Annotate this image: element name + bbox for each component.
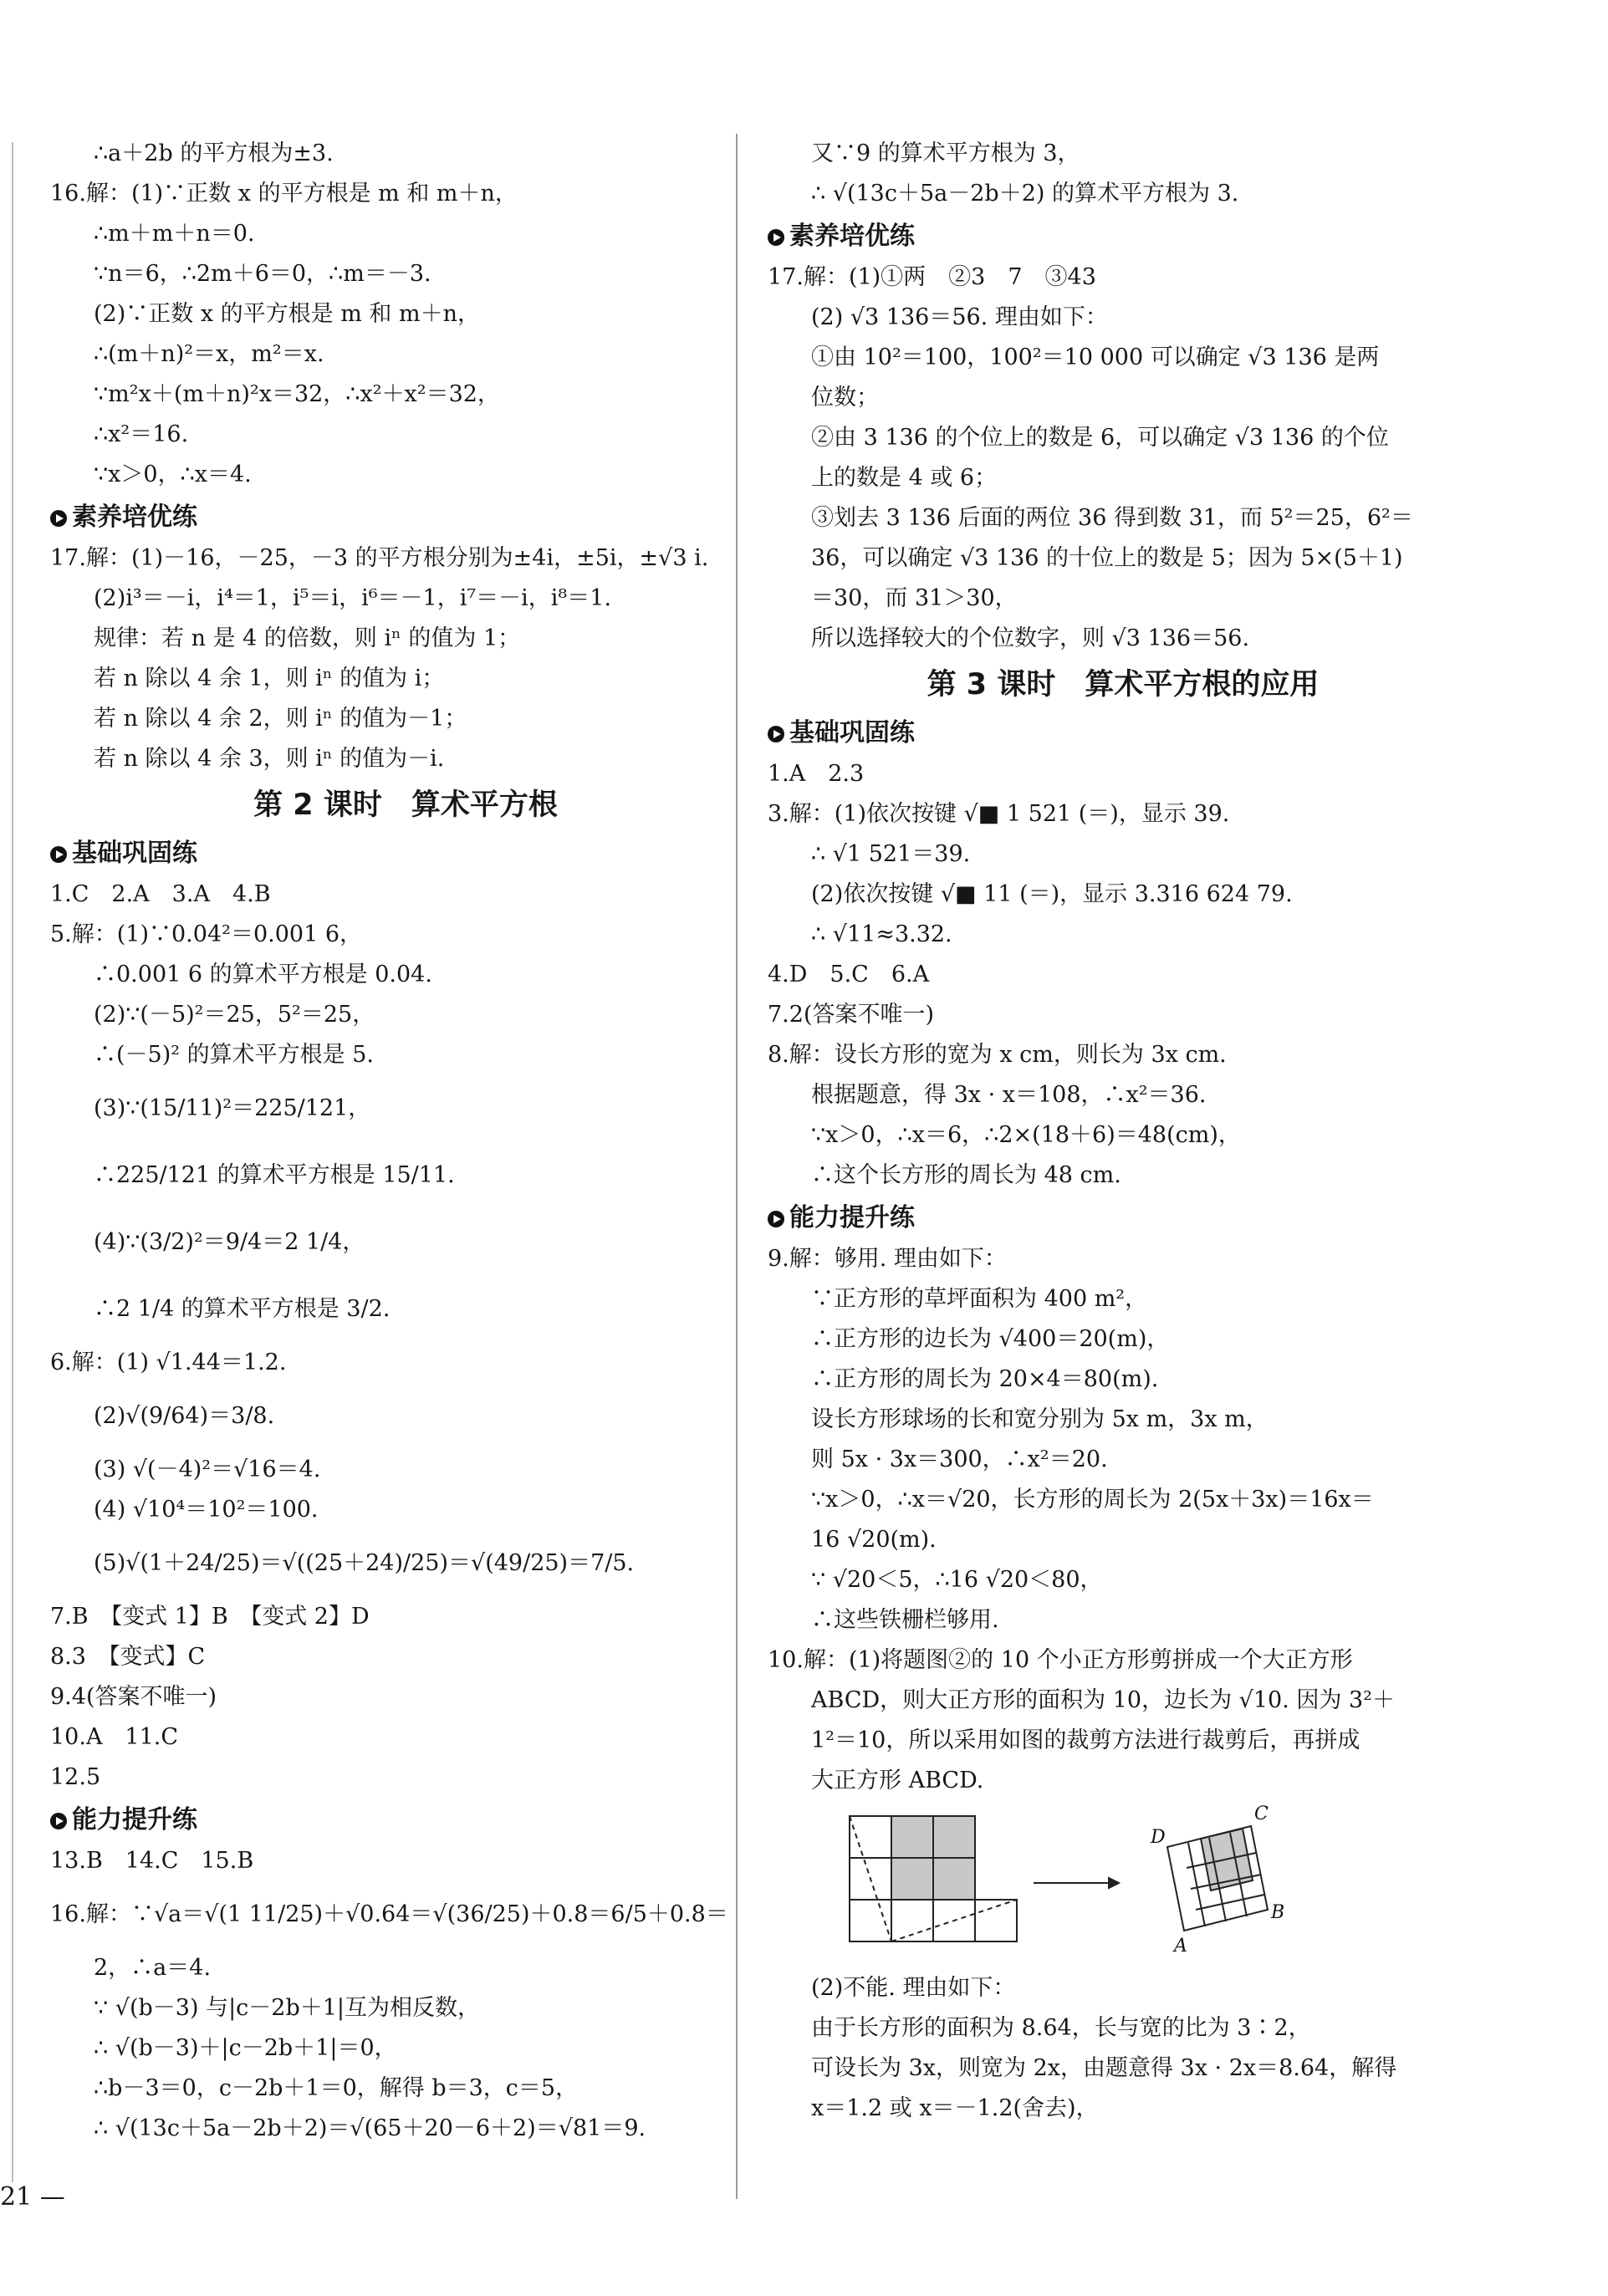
answer-line: (4)∵(3/2)²＝9/4＝2 1/4， xyxy=(94,1229,365,1255)
vertex-label-d: D xyxy=(1151,1827,1166,1848)
answer-line: ∵m²x＋(m＋n)²x＝32，∴x²＋x²＝32， xyxy=(94,381,500,407)
section-heading-text: 基础巩固练 xyxy=(789,718,915,747)
answer-line: ∵ √20＜5，∴16 √20＜80， xyxy=(811,1567,1103,1593)
section-heading xyxy=(768,216,1478,258)
answer-line: ABCD，则大正方形的面积为 10，边长为 √10. 因为 3²＋ xyxy=(811,1687,1395,1713)
vertex-label-b: B xyxy=(1271,1902,1285,1923)
answer-line: (2)√(9/64)＝3/8. xyxy=(94,1403,275,1429)
play-marker-icon xyxy=(768,1211,784,1227)
page-number: 21 — xyxy=(0,2182,65,2212)
answer-line: (2)∵(－5)²＝25，5²＝25， xyxy=(94,1002,375,1028)
answer-line: 1.C 2.A 3.A 4.B xyxy=(50,881,271,907)
answer-line: 8.3 【变式】C xyxy=(50,1644,206,1670)
answer-line: ∴225/121 的算术平方根是 15/11. xyxy=(94,1162,455,1188)
answer-line: 17.解：(1)－16，－25，－3 的平方根分别为±4i，±5i，±√3 i. xyxy=(50,545,709,571)
vertex-label-a: A xyxy=(1174,1936,1187,1957)
answer-line: 16 √20(m). xyxy=(811,1527,937,1553)
answer-line: 位数； xyxy=(811,385,879,411)
answer-line: ∵x＞0，∴x＝√20，长方形的周长为 2(5x＋3x)＝16x＝ xyxy=(811,1487,1374,1513)
answer-line: (2)不能. 理由如下： xyxy=(811,1975,1016,2001)
answer-line: ∵x＞0，∴x＝4. xyxy=(94,462,252,487)
answer-line: 又∵9 的算术平方根为 3， xyxy=(811,140,1080,166)
column-divider xyxy=(736,134,738,2199)
answer-line: ∴这个长方形的周长为 48 cm. xyxy=(811,1162,1121,1188)
lesson-title: 第 2 课时 算术平方根 xyxy=(253,788,558,822)
answer-line: ∴ √1 521＝39. xyxy=(811,841,971,867)
vertex-label-c: C xyxy=(1254,1804,1269,1824)
answer-line: 可设长为 3x，则宽为 2x，由题意得 3x · 2x＝8.64，解得 xyxy=(811,2055,1397,2081)
answer-line: 1²＝10，所以采用如图的裁剪方法进行裁剪后，再拼成 xyxy=(811,1727,1360,1753)
answer-line: ∴m＋m＋n＝0. xyxy=(94,221,255,247)
answer-line: 若 n 除以 4 余 2，则 iⁿ 的值为－1； xyxy=(94,706,467,732)
answer-line: 7.2(答案不唯一) xyxy=(768,1002,935,1028)
answer-line: 所以选择较大的个位数字，则 √3 136＝56. xyxy=(811,625,1250,651)
answer-line: x＝1.2 或 x＝－1.2(舍去)， xyxy=(811,2095,1099,2121)
play-marker-icon xyxy=(768,726,784,742)
section-heading-text: 素养培优练 xyxy=(789,222,915,251)
section-heading xyxy=(50,833,761,875)
answer-line: 4.D 5.C 6.A xyxy=(768,962,930,987)
answer-line: 3.解：(1)依次按键 √■ 1 521 (＝)，显示 39. xyxy=(768,801,1230,827)
answer-line: (3)∵(15/11)²＝225/121， xyxy=(94,1095,371,1121)
answer-line: 则 5x · 3x＝300，∴x²＝20. xyxy=(811,1446,1108,1472)
answer-line: 规律：若 n 是 4 的倍数，则 iⁿ 的值为 1； xyxy=(94,625,521,651)
section-heading-text: 能力提升练 xyxy=(789,1203,915,1232)
answer-line: 5.解：(1)∵0.04²＝0.001 6， xyxy=(50,921,363,947)
answer-line: 10.解：(1)将题图②的 10 个小正方形剪拼成一个大正方形 xyxy=(768,1647,1353,1673)
answer-line: ∵x＞0，∴x＝6，∴2×(18＋6)＝48(cm)， xyxy=(811,1122,1241,1148)
answer-line: (2)依次按键 √■ 11 (＝)，显示 3.316 624 79. xyxy=(811,881,1293,907)
answer-line: ∴ √(13c＋5a－2b＋2) 的算术平方根为 3. xyxy=(811,181,1239,207)
answer-line: 8.解：设长方形的宽为 x cm，则长为 3x cm. xyxy=(768,1042,1227,1068)
answer-line: ∴2 1/4 的算术平方根是 3/2. xyxy=(94,1296,391,1322)
section-heading xyxy=(50,1799,761,1841)
answer-line: ∴b－3＝0，c－2b＋1＝0，解得 b＝3，c＝5， xyxy=(94,2075,579,2101)
answer-line: ①由 10²＝100，100²＝10 000 可以确定 √3 136 是两 xyxy=(811,344,1380,370)
answer-line: 若 n 除以 4 余 3，则 iⁿ 的值为－i. xyxy=(94,746,445,772)
answer-line: ∵ √(b－3) 与|c－2b＋1|互为相反数， xyxy=(94,1995,481,2021)
answer-line: ∴x²＝16. xyxy=(94,421,189,447)
answer-line: 根据题意，得 3x · x＝108，∴x²＝36. xyxy=(811,1082,1207,1108)
answer-line: ∴0.001 6 的算术平方根是 0.04. xyxy=(94,962,432,987)
binding-edge-line xyxy=(12,142,13,2182)
section-heading xyxy=(768,1197,1478,1239)
play-marker-icon xyxy=(50,1813,67,1829)
cut-and-reassemble-figure xyxy=(768,1801,1478,1968)
answer-line: 16.解：(1)∵正数 x 的平方根是 m 和 m＋n， xyxy=(50,181,518,207)
answer-line: (3) √(－4)²＝√16＝4. xyxy=(94,1457,321,1482)
answer-line: 17.解：(1)①两 ②3 7 ③43 xyxy=(768,264,1096,290)
lesson-title: 第 3 课时 算术平方根的应用 xyxy=(927,668,1320,702)
right-column xyxy=(768,134,1478,2129)
answer-line: ∴正方形的周长为 20×4＝80(m). xyxy=(811,1366,1159,1392)
answer-line: ∴ √(13c＋5a－2b＋2)＝√(65＋20－6＋2)＝√81＝9. xyxy=(94,2115,646,2141)
section-heading-text: 素养培优练 xyxy=(72,503,197,532)
answer-line: 由于长方形的面积为 8.64，长与宽的比为 3∶2， xyxy=(811,2015,1311,2041)
play-marker-icon xyxy=(768,229,784,246)
answer-line: 9.4(答案不唯一) xyxy=(50,1684,217,1710)
section-heading-text: 基础巩固练 xyxy=(72,839,197,868)
answer-line: (4) √10⁴＝10²＝100. xyxy=(94,1497,319,1523)
answer-line: 13.B 14.C 15.B xyxy=(50,1848,254,1874)
answer-line: 7.B 【变式 1】B 【变式 2】D xyxy=(50,1604,370,1630)
answer-line: (2)i³＝－i，i⁴＝1，i⁵＝i，i⁶＝－1，i⁷＝－i，i⁸＝1. xyxy=(94,585,612,611)
answer-line: 1.A 2.3 xyxy=(768,761,865,787)
answer-line: ∴(m＋n)²＝x，m²＝x. xyxy=(94,341,324,367)
section-heading-text: 能力提升练 xyxy=(72,1805,197,1834)
answer-line: (5)√(1＋24/25)＝√((25＋24)/25)＝√(49/25)＝7/5. xyxy=(94,1550,635,1576)
play-marker-icon xyxy=(50,510,67,527)
section-heading xyxy=(768,712,1478,754)
answer-line: ∴ √(b－3)＋|c－2b＋1|＝0， xyxy=(94,2035,397,2061)
answer-line: 6.解：(1) √1.44＝1.2. xyxy=(50,1350,287,1375)
answer-line: ∴这些铁栅栏够用. xyxy=(811,1607,999,1633)
answer-line: 若 n 除以 4 余 1，则 iⁿ 的值为 i； xyxy=(94,666,445,691)
answer-line: ∴(－5)² 的算术平方根是 5. xyxy=(94,1042,374,1068)
answer-line: (2)∵正数 x 的平方根是 m 和 m＋n， xyxy=(94,301,480,327)
answer-line: ∴a＋2b 的平方根为±3. xyxy=(94,140,334,166)
answer-line: 16.解：∵√a＝√(1 11/25)＋√0.64＝√(36/25)＋0.8＝6/5＋0.8＝ xyxy=(50,1901,728,1927)
answer-line: 12.5 xyxy=(50,1764,101,1790)
answer-line: 2，∴a＝4. xyxy=(94,1955,212,1981)
left-column xyxy=(50,134,761,2149)
answer-line: ②由 3 136 的个位上的数是 6，可以确定 √3 136 的个位 xyxy=(811,425,1389,451)
answer-line: ∴正方形的边长为 √400＝20(m)， xyxy=(811,1326,1170,1352)
answer-line: 10.A 11.C xyxy=(50,1724,179,1750)
answer-line: ∵n＝6，∴2m＋6＝0，∴m＝－3. xyxy=(94,261,431,287)
answer-line: 9.解：够用. 理由如下： xyxy=(768,1246,1007,1272)
answer-line: 36，可以确定 √3 136 的十位上的数是 5；因为 5×(5＋1) xyxy=(811,545,1403,571)
answer-line: 大正方形 ABCD. xyxy=(811,1768,984,1793)
answer-line: ＝30，而 31＞30， xyxy=(811,585,1018,611)
answer-line: ③划去 3 136 后面的两位 36 得到数 31，而 5²＝25，6²＝ xyxy=(811,505,1413,531)
square-cutting-diagram xyxy=(768,1801,1285,1968)
answer-line: ∴ √11≈3.32. xyxy=(811,921,952,947)
answer-line: 设长方形球场的长和宽分别为 5x m，3x m， xyxy=(811,1406,1269,1432)
section-heading xyxy=(50,497,761,538)
answer-line: (2) √3 136＝56. 理由如下： xyxy=(811,304,1108,330)
answer-line: ∵正方形的草坪面积为 400 m²， xyxy=(811,1286,1148,1312)
play-marker-icon xyxy=(50,846,67,863)
answer-line: 上的数是 4 或 6； xyxy=(811,465,998,491)
